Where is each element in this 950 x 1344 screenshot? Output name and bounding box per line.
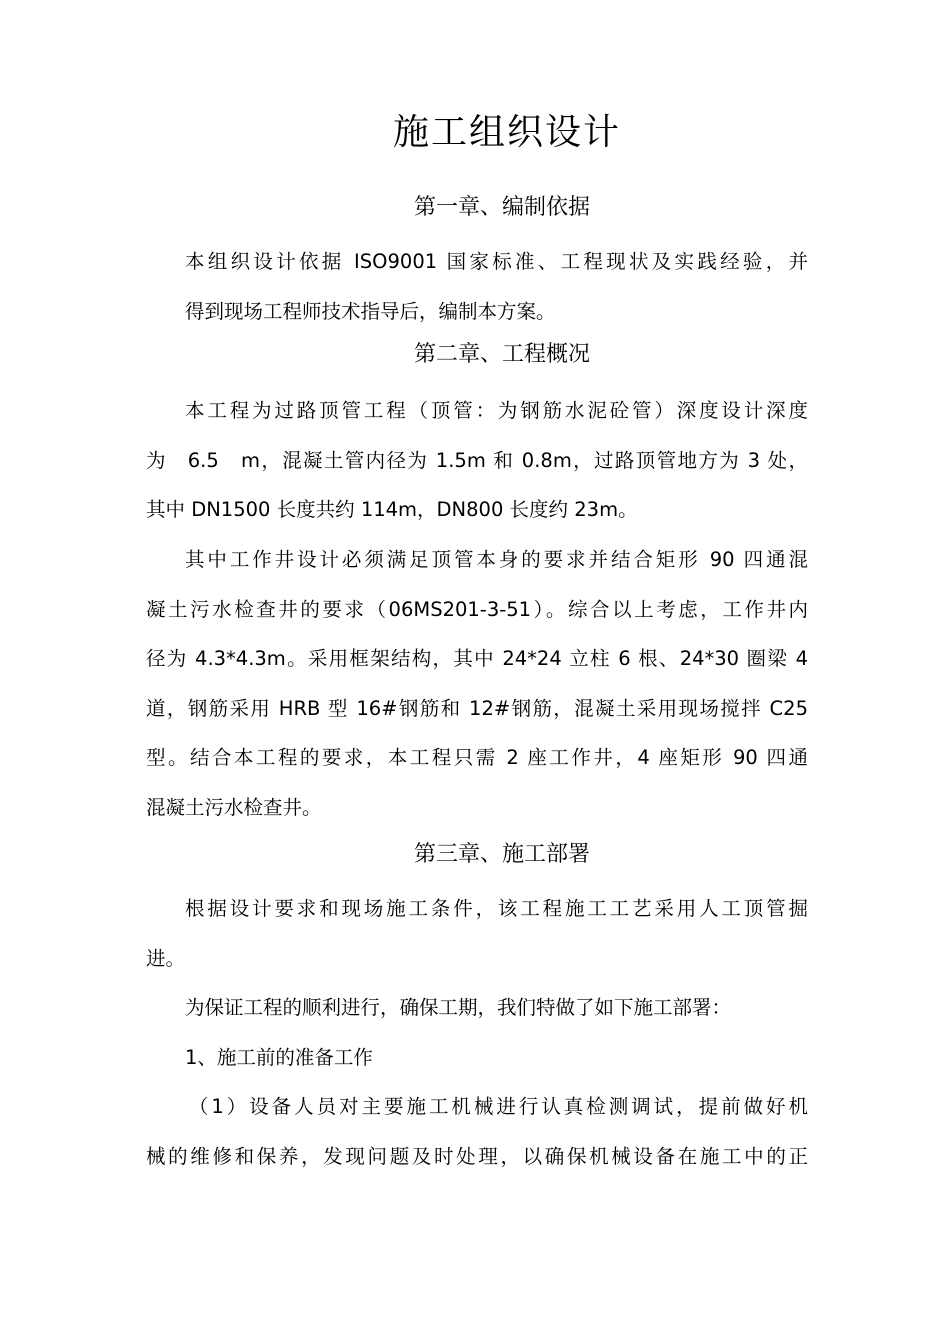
document-title: 施工组织设计 xyxy=(392,112,621,153)
chapter-1-paragraph-1 xyxy=(146,237,808,336)
chapter-3-list-heading xyxy=(146,1033,808,1083)
text-line: 根据设计要求和现场施工条件，该工程施工工艺采用人工顶管掘 xyxy=(185,897,808,920)
text-line: 为保证工程的顺利进行，确保工期，我们特做了如下施工部署： xyxy=(185,996,732,1019)
chapter-1-heading: 第一章、编制依据 xyxy=(413,195,590,220)
text-line: 械的维修和保养，发现问题及时处理，以确保机械设备在施工中的正 xyxy=(146,1144,808,1168)
chapter-3-heading: 第三章、施工部署 xyxy=(413,842,590,867)
chapter-2-paragraph-2 xyxy=(146,535,808,833)
text-line: 其中工作井设计必须满足顶管本身的要求并结合矩形 90 四通混 xyxy=(185,548,808,571)
chapter-3-paragraph-2 xyxy=(146,983,808,1033)
text-line: 混凝土污水检查井。 xyxy=(146,795,322,819)
text-line: 径为 4.3*4.3m。采用框架结构，其中 24*24 立柱 6 根、24*30 圈梁 4 xyxy=(146,647,808,671)
chapter-3-paragraph-1 xyxy=(146,884,808,983)
text-line: 进。 xyxy=(146,946,186,970)
text-line: 型。结合本工程的要求，本工程只需 2 座工作井，4 座矩形 90 四通 xyxy=(146,746,808,770)
text-line: （1）设备人员对主要施工机械进行认真检测调试，提前做好机 xyxy=(188,1095,808,1118)
text-line: 凝土污水检查井的要求（06MS201-3-51）。综合以上考虑，工作井内 xyxy=(146,597,808,621)
text-line: 得到现场工程师技术指导后，编制本方案。 xyxy=(185,299,556,323)
text-line: 1、施工前的准备工作 xyxy=(185,1046,373,1069)
text-line: 本工程为过路顶管工程（顶管：为钢筋水泥砼管）深度设计深度 xyxy=(185,399,808,422)
chapter-2-heading: 第二章、工程概况 xyxy=(413,342,590,367)
chapter-3-paragraph-3 xyxy=(146,1082,808,1181)
text-line: 本组织设计依据 ISO9001 国家标准、工程现状及实践经验，并 xyxy=(185,250,808,273)
text-line: 其中 DN1500 长度共约 114m，DN800 长度约 23m。 xyxy=(146,498,638,522)
chapter-2-paragraph-1 xyxy=(146,386,808,535)
text-line: 为 6.5 m，混凝土管内径为 1.5m 和 0.8m，过路顶管地方为 3 处， xyxy=(146,448,808,472)
text-line: 道，钢筋采用 HRB 型 16#钢筋和 12#钢筋，混凝土采用现场搅拌 C25 xyxy=(146,696,808,720)
